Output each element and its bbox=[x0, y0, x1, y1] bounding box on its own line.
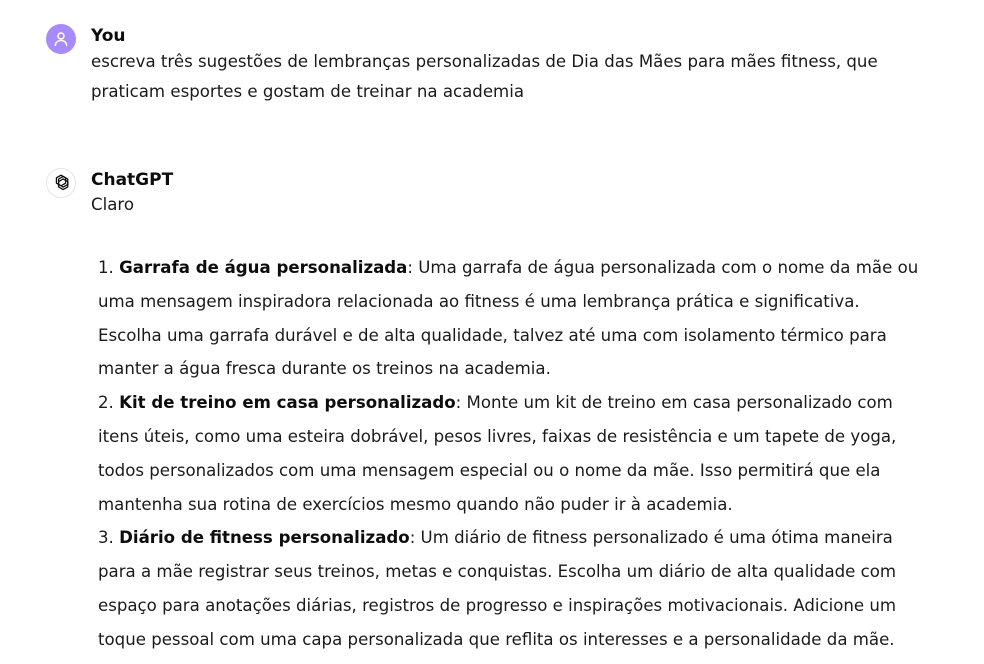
suggestion-title: Diário de fitness personalizado bbox=[119, 528, 410, 548]
assistant-author-name: ChatGPT bbox=[91, 170, 174, 190]
user-avatar bbox=[46, 24, 76, 54]
suggestion-text: : Monte um kit de treino em casa personalizado com itens úteis, como uma esteira dobrável, pesos livres, faixas de resistência e um tapete de yoga, todos personalizados com uma mensagem especial ou o nome da mãe. Isso permitirá que ela mantenha sua rotina de exercícios mesmo quando não puder ir à academia. bbox=[98, 393, 897, 514]
suggestion-title: Garrafa de água personalizada bbox=[119, 258, 408, 277]
assistant-intro-text: Claro bbox=[91, 195, 134, 214]
suggestion-number: 2. bbox=[98, 393, 114, 413]
suggestion-number: 1. bbox=[98, 258, 114, 277]
suggestion-item bbox=[98, 251, 928, 386]
suggestion-text: : Um diário de fitness personalizado é uma ótima maneira para a mãe registrar seus treinos, metas e conquistas. Escolha um diário de alta qualidade com espaço para anotações diárias, registros de progresso e inspirações motivacionais. Adicione um toque pessoal com uma capa personalizada que reflita os interesses e a personalidade da mãe. bbox=[98, 528, 897, 649]
suggestion-number: 3. bbox=[98, 528, 114, 548]
suggestion-item bbox=[98, 521, 928, 656]
suggestion-item bbox=[98, 386, 928, 521]
suggestion-list bbox=[98, 251, 928, 657]
assistant-avatar bbox=[46, 168, 76, 198]
assistant-message bbox=[46, 168, 944, 664]
suggestion-text: : Uma garrafa de água personalizada com o nome da mãe ou uma mensagem inspiradora relacionada ao fitness é uma lembrança prática e significativa. Escolha uma garrafa durável e de alta qualidade, talvez até uma com isolamento térmico para manter a água fresca durante os treinos na academia. bbox=[98, 258, 919, 379]
user-author-name: You bbox=[91, 26, 126, 46]
suggestion-title: Kit de treino em casa personalizado bbox=[119, 393, 456, 413]
openai-logo-icon bbox=[50, 172, 72, 194]
user-silhouette-icon bbox=[52, 30, 70, 48]
user-message bbox=[46, 24, 944, 124]
user-message-text: escreva três sugestões de lembranças personalizadas de Dia das Mães para mães fitness, que praticam esportes e gostam de treinar na academia bbox=[91, 52, 878, 101]
